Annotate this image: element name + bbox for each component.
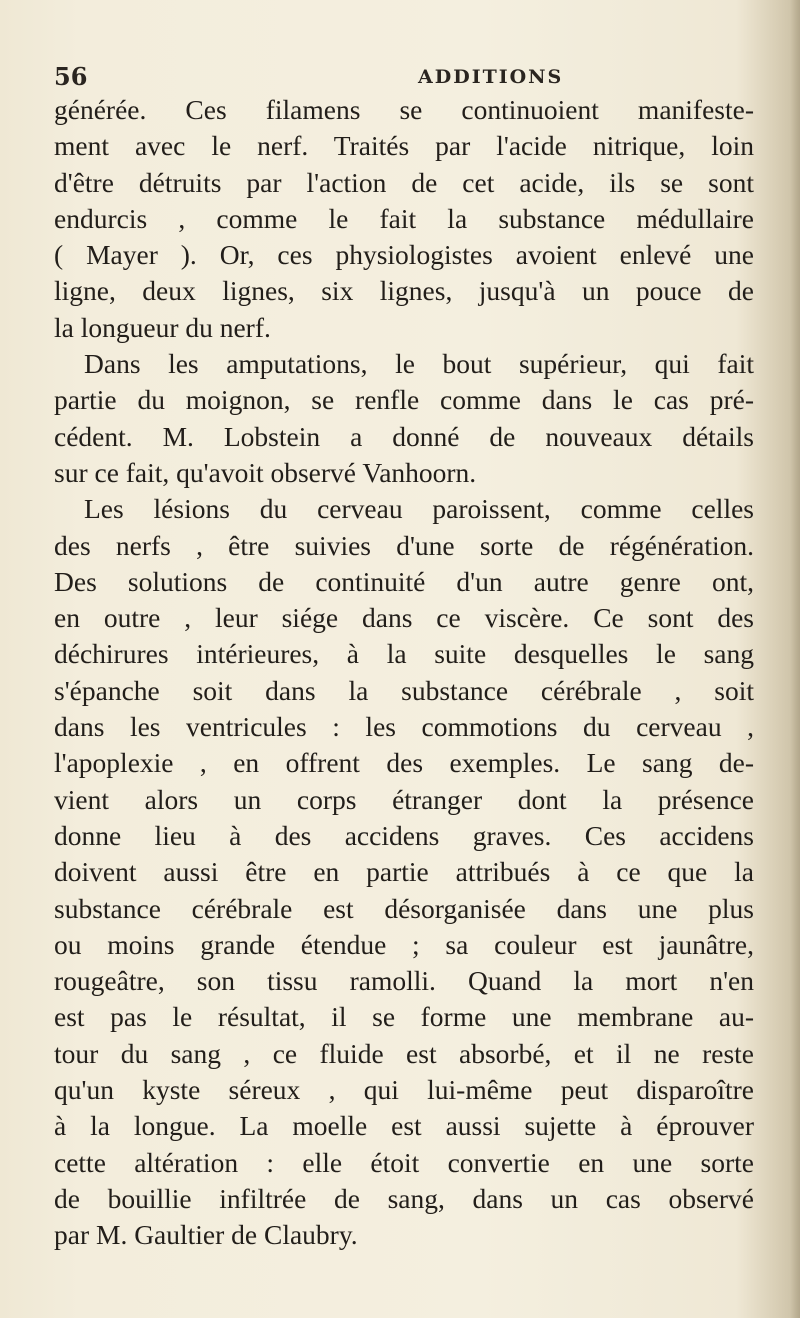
text-line: dans les ventricules : les commotions du cerveau , [54, 711, 754, 743]
text-line: à la longue. La moelle est aussi sujette à éprouver [54, 1110, 754, 1142]
text-line: s'épanche soit dans la substance cérébrale , soit [54, 674, 754, 706]
text-line: tour du sang , ce fluide est absorbé, et il ne reste [54, 1037, 754, 1069]
text-line: de bouillie infiltrée de sang, dans un cas observé [54, 1182, 754, 1214]
page-edge-shadow [790, 0, 800, 1318]
text-line: doivent aussi être en partie attribués à ce que la [54, 856, 754, 888]
text-line: ( Mayer ). Or, ces physiologistes avoient enlevé une [54, 239, 754, 271]
text-line: vient alors un corps étranger dont la présence [54, 783, 754, 815]
text-line: ou moins grande étendue ; sa couleur est jaunâtre, [54, 928, 754, 960]
text-line: générée. Ces filamens se continuoient manifeste- [54, 94, 754, 125]
text-line: rougeâtre, son tissu ramolli. Quand la mort n'en [54, 965, 754, 997]
text-line: Les lésions du cerveau paroissent, comme celles [84, 493, 754, 525]
text-line: ligne, deux lignes, six lignes, jusqu'à un pouce de [54, 275, 754, 307]
page-number: 56 [54, 62, 88, 91]
text-line: Dans les amputations, le bout supérieur, qui fait [84, 348, 754, 380]
text-line: partie du moignon, se renfle comme dans le cas pré- [54, 384, 754, 416]
text-line: est pas le résultat, il se forme une membrane au- [54, 1001, 754, 1033]
page-header [54, 60, 754, 94]
text-line: déchirures intérieures, à la suite desquelles le sang [54, 638, 754, 670]
text-line: qu'un kyste séreux , qui lui-même peut disparoître [54, 1074, 754, 1106]
text-line: cédent. M. Lobstein a donné de nouveaux détails [54, 420, 754, 452]
text-line: donne lieu à des accidens graves. Ces accidens [54, 819, 754, 851]
text-line: d'être détruits par l'action de cet acide, ils se sont [54, 166, 754, 198]
text-line: en outre , leur siége dans ce viscère. Ce sont des [54, 602, 754, 634]
text-line: la longueur du nerf. [54, 311, 271, 343]
text-line: cette altération : elle étoit convertie en une sorte [54, 1146, 754, 1178]
text-line: endurcis , comme le fait la substance médullaire [54, 202, 754, 234]
text-line: sur ce fait, qu'avoit observé Vanhoorn. [54, 456, 477, 488]
text-line: Des solutions de continuité d'un autre genre ont, [54, 565, 754, 597]
running-head: ADDITIONS [418, 66, 564, 88]
text-line: l'apoplexie , en offrent des exemples. Le sang de- [54, 747, 754, 779]
body-text [54, 92, 754, 1254]
text-line: des nerfs , être suivies d'une sorte de régénération. [54, 529, 754, 561]
text-line: substance cérébrale est désorganisée dans une plus [54, 892, 754, 924]
text-line: par M. Gaultier de Claubry. [54, 1219, 358, 1251]
text-line: ment avec le nerf. Traités par l'acide nitrique, loin [54, 130, 754, 162]
